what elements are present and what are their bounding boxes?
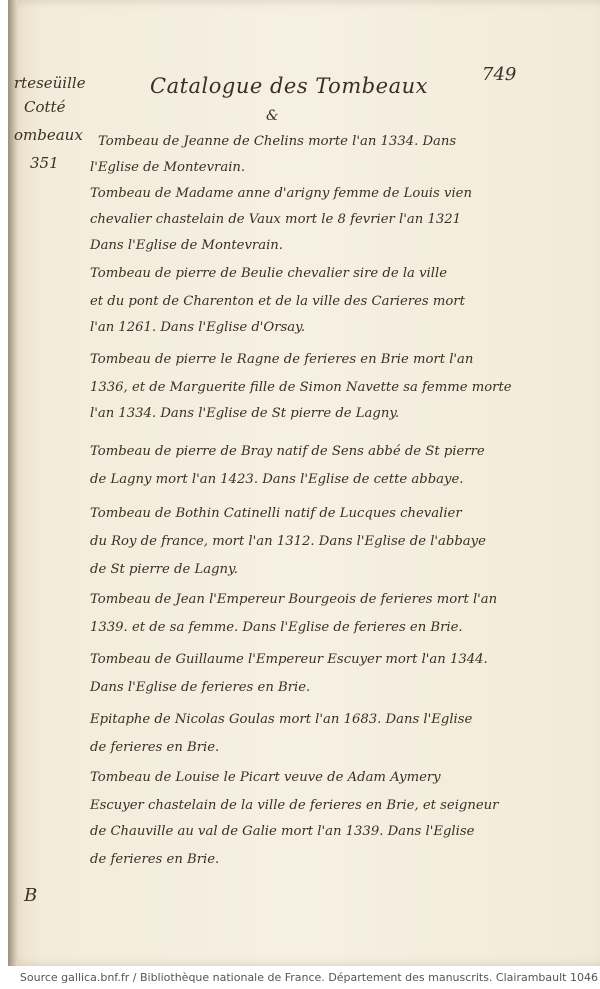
entry-line: Dans l'Eglise de Montevrain. xyxy=(90,238,283,253)
entry-line: Tombeau de Jean l'Empereur Bourgeois de ferieres mort l'an xyxy=(90,592,498,607)
entry-line: 1339. et de sa femme. Dans l'Eglise de ferieres en Brie. xyxy=(90,620,463,635)
entry-line: Tombeau de pierre de Bray natif de Sens abbé de St pierre xyxy=(90,444,485,459)
folio-number: 749 xyxy=(482,64,517,85)
entry-line: l'an 1261. Dans l'Eglise d'Orsay. xyxy=(90,320,306,335)
margin-note: ombeaux xyxy=(14,126,83,144)
entry-line: de ferieres en Brie. xyxy=(90,740,220,755)
entry-line: Tombeau de pierre de Beulie chevalier sire de la ville xyxy=(90,266,448,281)
entry-line: Tombeau de Jeanne de Chelins morte l'an 1334. Dans xyxy=(98,134,457,149)
manuscript-page xyxy=(8,0,600,966)
entry-line: et du pont de Charenton et de la ville des Carieres mort xyxy=(90,294,465,309)
entry-line: du Roy de france, mort l'an 1312. Dans l'Eglise de l'abbaye xyxy=(90,534,486,549)
margin-note: rteseüille xyxy=(14,74,86,92)
page-title: Catalogue des Tombeaux xyxy=(150,74,428,98)
margin-note: 351 xyxy=(30,154,59,172)
entry-line: de St pierre de Lagny. xyxy=(90,562,238,577)
entry-line: l'Eglise de Montevrain. xyxy=(90,160,246,175)
entry-line: 1336, et de Marguerite fille de Simon Navette sa femme morte xyxy=(90,380,512,395)
entry-line: de ferieres en Brie. xyxy=(90,852,220,867)
entry-line: chevalier chastelain de Vaux mort le 8 fevrier l'an 1321 xyxy=(90,212,462,227)
entry-line: Tombeau de Louise le Picart veuve de Adam Aymery xyxy=(90,770,441,785)
source-caption: Source gallica.bnf.fr / Bibliothèque nationale de France. Département des manuscrits. Clairambault 1046 xyxy=(19,971,598,984)
margin-note: Cotté xyxy=(24,98,66,116)
entry-line: Escuyer chastelain de la ville de ferieres en Brie, et seigneur xyxy=(90,798,499,813)
corner-mark: B xyxy=(24,885,38,906)
entry-line: Tombeau de Guillaume l'Empereur Escuyer mort l'an 1344. xyxy=(90,652,488,667)
page-binding xyxy=(8,0,18,966)
entry-line: de Lagny mort l'an 1423. Dans l'Eglise de cette abbaye. xyxy=(90,472,464,487)
entry-line: Epitaphe de Nicolas Goulas mort l'an 1683. Dans l'Eglise xyxy=(90,712,473,727)
entry-line: Tombeau de Bothin Catinelli natif de Lucques chevalier xyxy=(90,506,462,521)
entry-line: de Chauville au val de Galie mort l'an 1339. Dans l'Eglise xyxy=(90,824,475,839)
entry-line: l'an 1334. Dans l'Eglise de St pierre de Lagny. xyxy=(90,406,400,421)
entry-line: Dans l'Eglise de ferieres en Brie. xyxy=(90,680,311,695)
entry-line: Tombeau de pierre le Ragne de ferieres en Brie mort l'an xyxy=(90,352,474,367)
title-ampersand: & xyxy=(266,108,279,124)
entry-line: Tombeau de Madame anne d'arigny femme de Louis vien xyxy=(90,186,472,201)
